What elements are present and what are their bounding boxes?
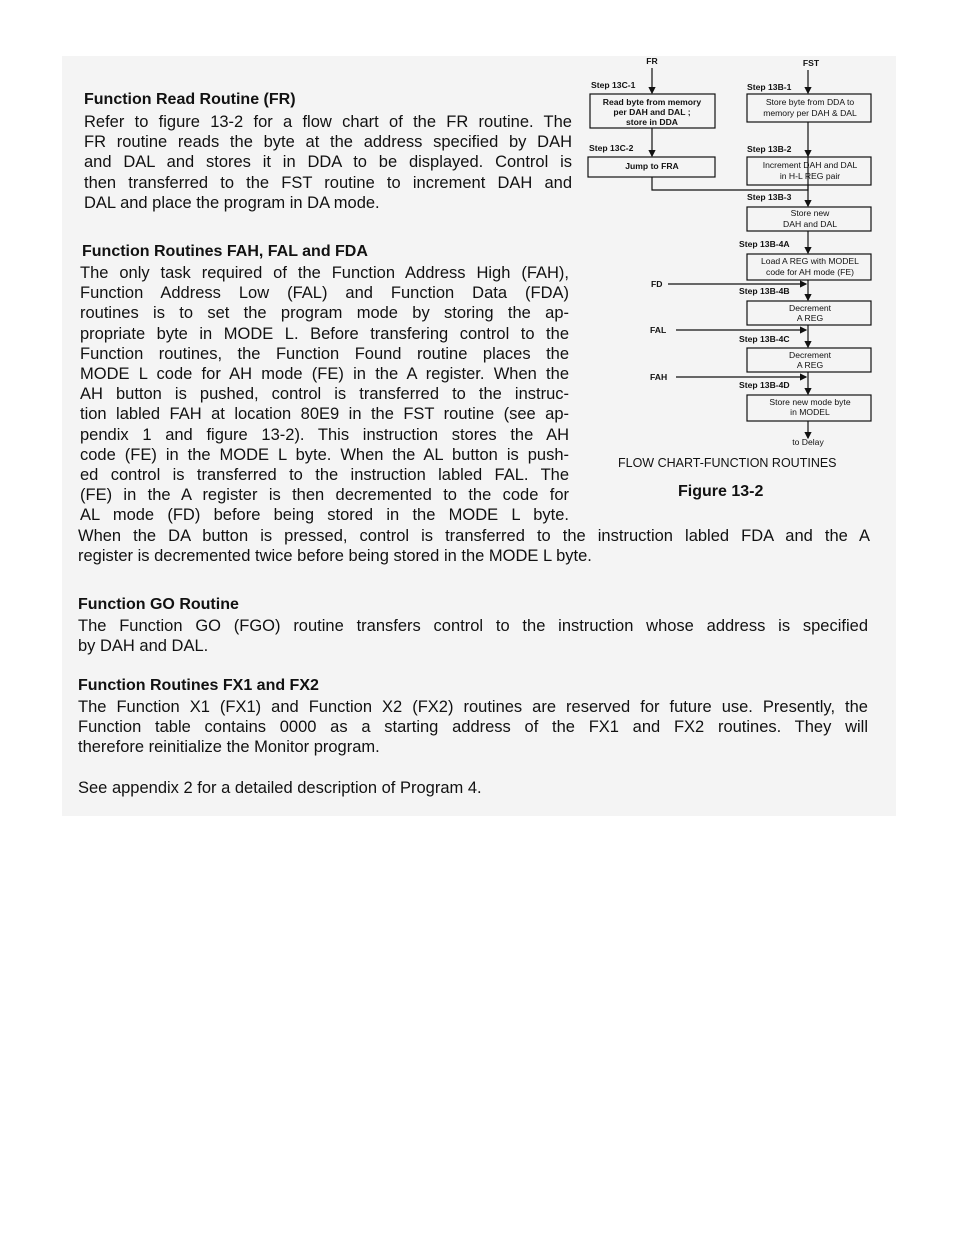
fah-line: Function Address Low (FAL) and Function Data (FDA)	[80, 284, 569, 303]
step-label: Step 13B-4C	[739, 334, 790, 344]
step-label: Step 13B-1	[747, 82, 792, 92]
fah-label: FAH	[650, 372, 668, 382]
box-text: A REG	[796, 313, 824, 323]
go-paragraph	[78, 616, 868, 656]
fah-heading: Function Routines FAH, FAL and FDA	[82, 243, 368, 260]
fah-line: When the DA button is pressed, control is transferred to the instruction labled FDA and the A	[78, 527, 870, 545]
box-text: memory per DAH & DAL	[763, 108, 857, 118]
fah-line: code (FE) in the MODE L byte. When the AL button is push-	[80, 445, 569, 464]
step-label: Step 13B-2	[747, 144, 792, 154]
appendix-note: See appendix 2 for a detailed description of Program 4.	[78, 779, 482, 797]
step-label: Step 13C-2	[589, 143, 634, 153]
go-line: by DAH and DAL.	[78, 637, 209, 656]
fst-entry-label: FST	[802, 58, 820, 68]
step-label: Step 13B-4A	[739, 239, 790, 249]
box-text: Store byte from DDA to	[765, 97, 855, 107]
fd-label: FD	[651, 279, 663, 289]
fah-line: routines is to set the program mode by storing the ap-	[80, 304, 569, 323]
exit-label: to Delay	[792, 437, 824, 447]
fx-line: therefore reinitialize the Monitor program.	[78, 738, 380, 757]
box-text: Jump to FRA	[625, 161, 679, 171]
fx-line: Function table contains 0000 as a starting address of the FX1 and FX2 routines. They will	[78, 718, 868, 737]
step-label: Step 13B-3	[747, 192, 792, 202]
go-heading: Function GO Routine	[78, 596, 239, 613]
box-text: Increment DAH and DAL	[762, 160, 858, 170]
fr-line: FR routine reads the byte at the address specified by DAH	[84, 133, 572, 152]
figure-caption: FLOW CHART-FUNCTION ROUTINES	[618, 456, 837, 470]
fr-line: Refer to figure 13-2 for a flow chart of the FR routine. The	[84, 113, 572, 131]
fah-line: register is decremented twice before being stored in the MODE L byte.	[78, 547, 592, 566]
box-text: DAH and DAL	[783, 219, 837, 229]
fr-heading: Function Read Routine (FR)	[84, 91, 296, 108]
fah-line: MODE L code for AH mode (FE) in the A register. When the	[80, 365, 569, 384]
fx-line: The Function X1 (FX1) and Function X2 (FX2) routines are reserved for future use. Presently, the	[78, 698, 868, 716]
fah-line: Function routines, the Function Found routine places the	[80, 344, 569, 363]
box-text: Decrement	[788, 303, 832, 313]
fah-line: AH button is pushed, control is transferred to the instruc-	[80, 385, 569, 404]
box-text: Read byte from memory	[602, 97, 702, 107]
fah-line: The only task required of the Function Address High (FAH),	[80, 264, 569, 282]
fr-line: and DAL and stores it in DDA to be displayed. Control is	[84, 153, 572, 172]
box-text: A REG	[796, 360, 824, 370]
fah-line: propriate byte in MODE L. Before transfering control to the	[80, 324, 569, 343]
fah-line: AL mode (FD) before being stored in the MODE L byte.	[80, 506, 569, 525]
fr-entry-label: FR	[646, 56, 658, 66]
box-text: in H-L REG pair	[779, 171, 841, 181]
flowchart	[0, 0, 954, 500]
fah-paragraph-full	[78, 526, 870, 566]
fah-line: pendix 1 and figure 13-2). This instruction stores the AH	[80, 425, 569, 444]
step-label: Step 13B-4D	[739, 380, 790, 390]
fal-label: FAL	[650, 325, 667, 335]
fah-line: (FE) in the A register is then decremented to the code for	[80, 486, 569, 505]
figure-title: Figure 13-2	[678, 483, 764, 500]
fah-line: ed control is transferred to the instruction labled FAL. The	[80, 466, 569, 485]
fx-heading: Function Routines FX1 and FX2	[78, 677, 319, 694]
step-label: Step 13B-4B	[739, 286, 790, 296]
box-text: Load A REG with MODEL	[761, 256, 859, 266]
fr-line: DAL and place the program in DA mode.	[84, 193, 380, 212]
box-text: per DAH and DAL ;	[613, 107, 691, 117]
box-text: Store new	[790, 208, 830, 218]
step-label: Step 13C-1	[591, 80, 636, 90]
box-text: Store new mode byte	[769, 397, 851, 407]
fx-paragraph	[78, 697, 868, 758]
box-text: in MODEL	[790, 407, 830, 417]
box-text: code for AH mode (FE)	[766, 267, 854, 277]
fr-line: then transferred to the FST routine to increment DAH and	[84, 173, 572, 192]
box-text: store in DDA	[625, 117, 679, 127]
fah-line: tion labled FAH at location 80E9 in the FST routine (see ap-	[80, 405, 569, 424]
go-line: The Function GO (FGO) routine transfers control to the instruction whose address is specified	[78, 617, 868, 635]
box-text: Decrement	[788, 350, 832, 360]
